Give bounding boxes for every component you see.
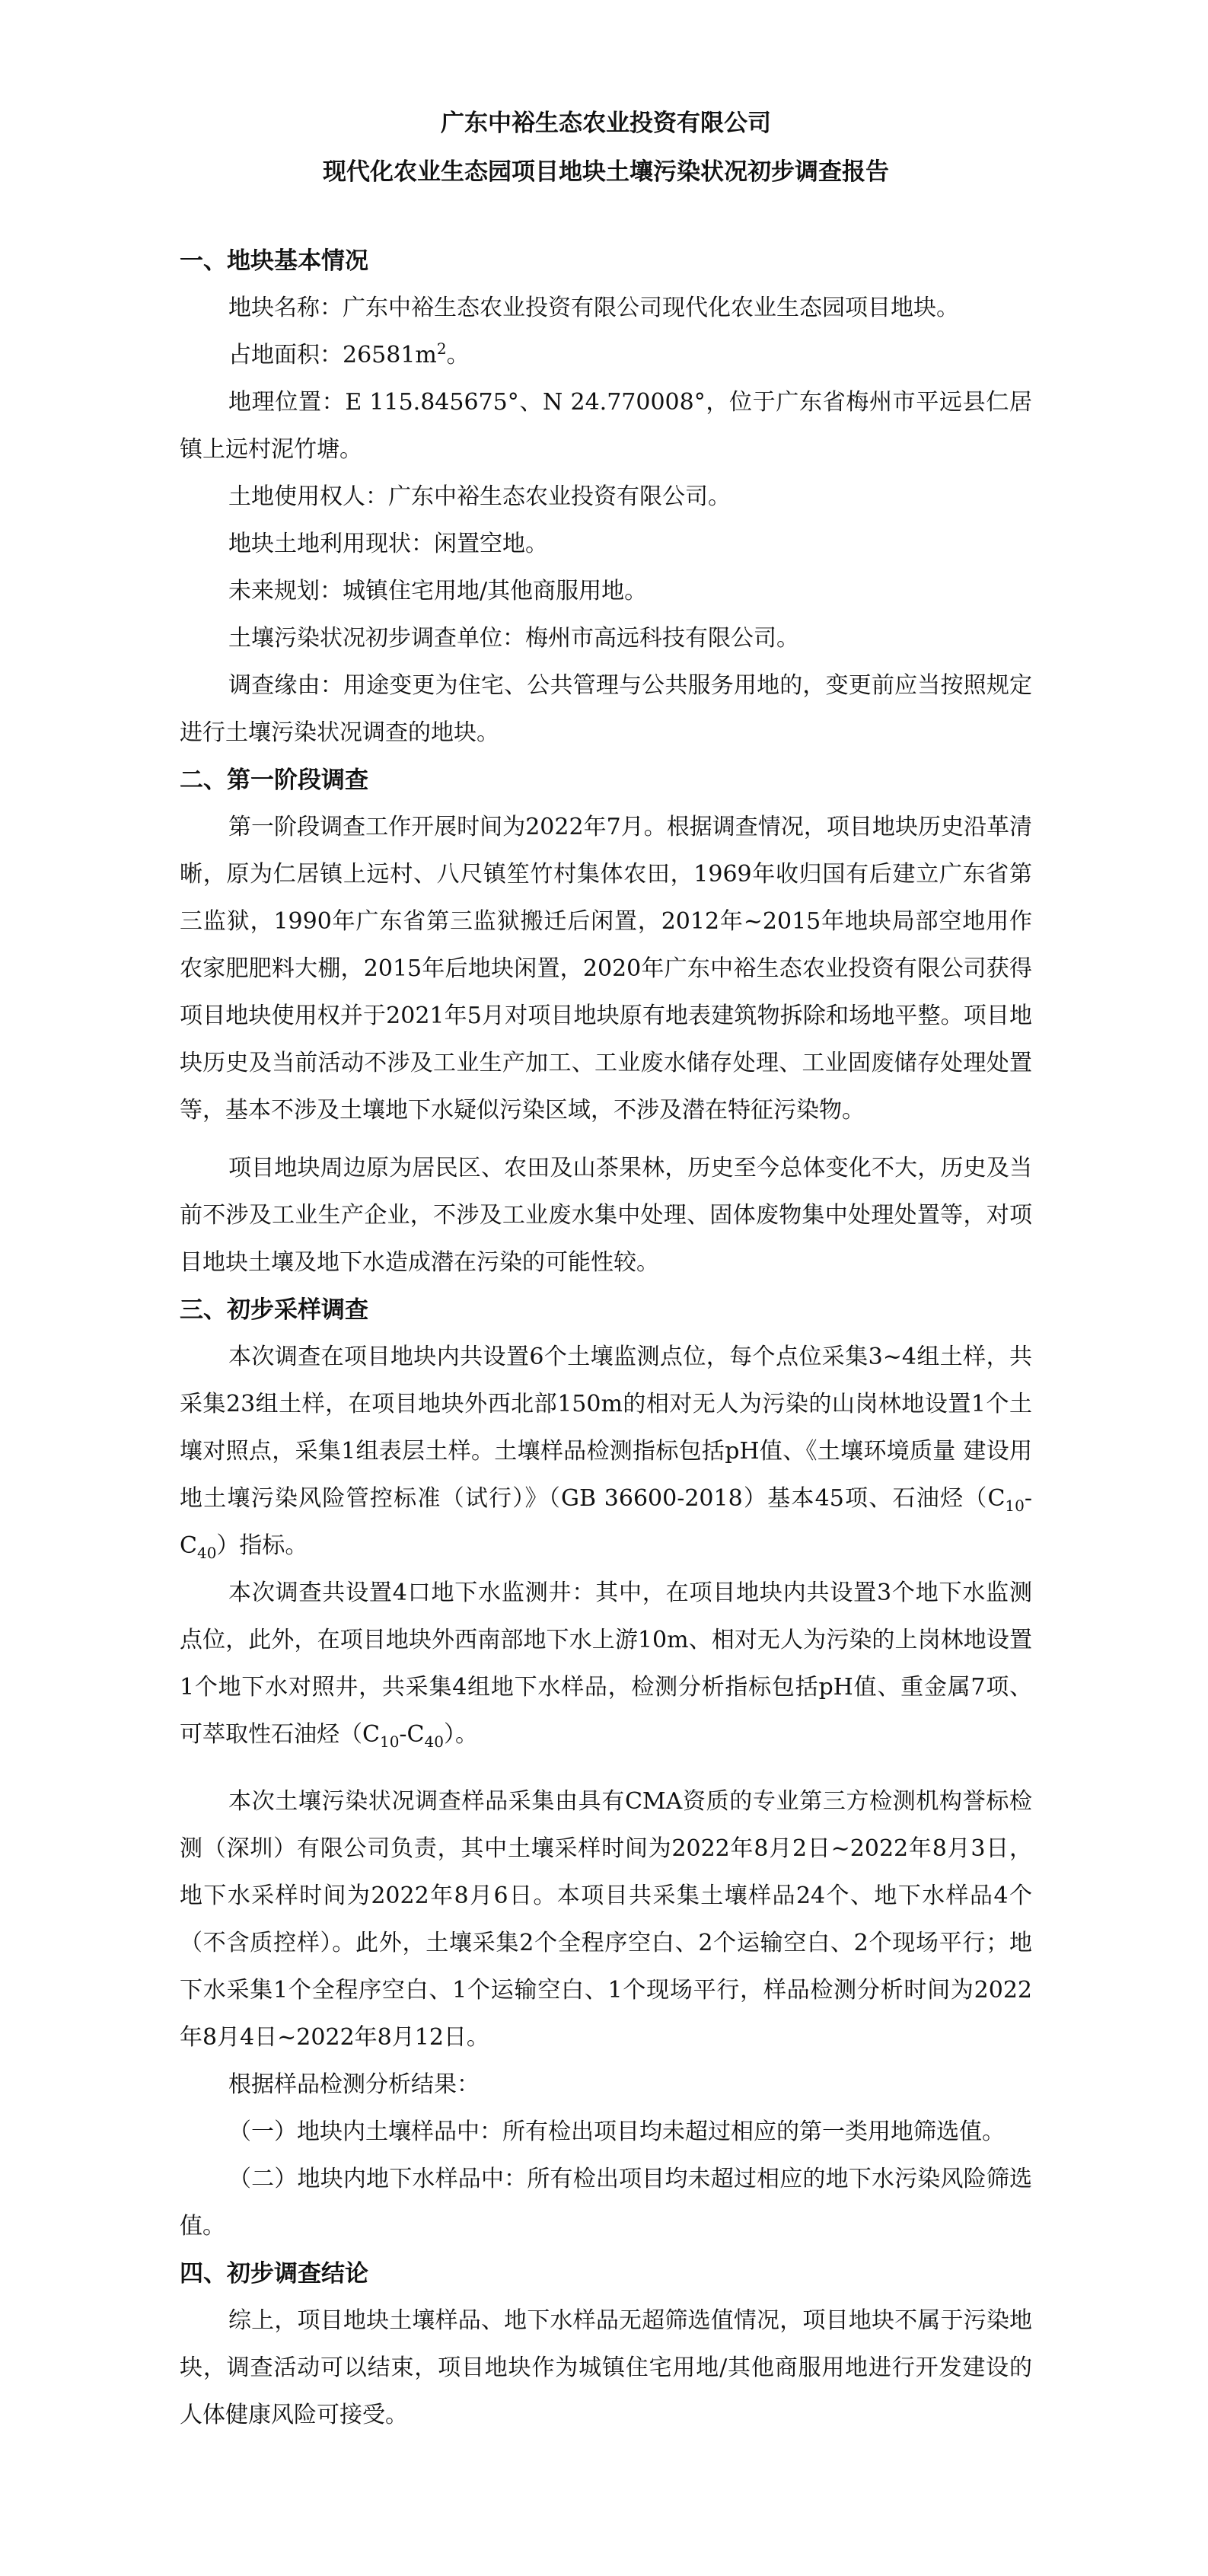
report-page (180, 107, 1032, 2439)
soil-sampling-paragraph (180, 1334, 1032, 1570)
future-plan-label: 未来规划： (228, 578, 343, 604)
survey-unit-paragraph (180, 615, 1032, 662)
current-use-label: 地块土地利用现状： (228, 531, 434, 557)
groundwater-sampling-dash: -C (399, 1721, 425, 1748)
analysis-results-intro: 根据样品检测分析结果： (228, 2071, 480, 2098)
site-location-paragraph (180, 379, 1032, 473)
site-name-paragraph (180, 285, 1032, 332)
site-area-unit-superscript: 2 (436, 340, 447, 358)
soil-sampling-end: ）指标。 (216, 1532, 308, 1559)
groundwater-sampling-text: 本次调查共设置4口地下水监测井：其中，在项目地块内共设置3个地下水监测点位，此外，在项目地块外西南部地下水上游10m、相对无人为污染的上岗林地设置1个地下水对照井，共采集4组地下水样品，检测分析指标包括pH值、重金属7项、可萃取性石油烃（C (180, 1580, 1032, 1748)
survey-reason-value: 用途变更为住宅、公共管理与公共服务用地的，变更前应当按照规定进行土壤污染状况调查的地块。 (180, 672, 1033, 746)
survey-unit-value: 梅州市高远科技有限公司。 (525, 625, 799, 652)
soil-sampling-text: 本次调查在项目地块内共设置6个土壤监测点位，每个点位采集3~4组土样，共采集23组土样，在项目地块外西北部150m的相对无人为污染的山岗林地设置1个土壤对照点，采集1组表层土样。土壤样品检测指标包括pH值、《土壤环境质量 建设用地土壤污染风险管控标准（试行）》（GB 36600-2018）基本45项、石油烃（C (180, 1344, 1032, 1512)
phase-one-history-paragraph: 第一阶段调查工作开展时间为2022年7月。根据调查情况，项目地块历史沿革清晰，原为仁居镇上远村、八尺镇笙竹村集体农田，1969年收归国有后建立广东省第三监狱，1990年广东省第三监狱搬迁后闲置，2012年~2015年地块局部空地用作农家肥肥料大棚，2015年后地块闲置，2020年广东中裕生态农业投资有限公司获得项目地块使用权并于2021年5月对项目地块原有地表建筑物拆除和场地平整。项目地块历史及当前活动不涉及工业生产加工、工业废水储存处理、工业固废储存处理处置等，基本不涉及土壤地下水疑似污染区域，不涉及潜在特征污染物。 (180, 814, 1032, 1124)
site-area-end: 。 (446, 342, 470, 368)
groundwater-results-paragraph: （二）地块内地下水样品中：所有检出项目均未超过相应的地下水污染风险筛选值。 (180, 2166, 1032, 2240)
site-name-label: 地块名称： (228, 295, 343, 321)
future-plan-value: 城镇住宅用地/其他商服用地。 (343, 578, 648, 604)
sample-collection-paragraph: 本次土壤污染状况调查样品采集由具有CMA资质的专业第三方检测机构誉标检测（深圳）有限公司负责，其中土壤采样时间为2022年8月2日~2022年8月3日，地下水采样时间为2022年8月6日。本项目共采集土壤样品24个、地下水样品4个（不含质控样）。此外，土壤采集2个全程序空白、2个运输空白、2个现场平行；地下水采集1个全程序空白、1个运输空白、1个现场平行，样品检测分析时间为2022年8月4日~2022年8月12日。 (180, 1788, 1032, 2051)
groundwater-c40-subscript: 40 (424, 1733, 444, 1751)
land-owner-paragraph (180, 473, 1032, 521)
site-area-label: 占地面积： (228, 342, 343, 368)
section-heading-conclusion: 四、初步调查结论 (180, 2260, 368, 2287)
report-title-subject: 现代化农业生态园项目地块土壤污染状况初步调查报告 (323, 158, 889, 186)
future-plan-paragraph (180, 568, 1032, 615)
soil-results-paragraph: （一）地块内土壤样品中：所有检出项目均未超过相应的第一类用地筛选值。 (228, 2119, 1005, 2145)
site-location-label: 地理位置： (228, 389, 346, 416)
survey-reason-label: 调查缘由： (228, 672, 343, 699)
conclusion-paragraph: 综上，项目地块土壤样品、地下水样品无超筛选值情况，项目地块不属于污染地块，调查活动可以结束，项目地块作为城镇住宅用地/其他商服用地进行开发建设的人体健康风险可接受。 (180, 2307, 1032, 2428)
site-location-value: E 115.845675°、N 24.770008°，位于广东省梅州市平远县仁居镇上远村泥竹塘。 (180, 389, 1032, 463)
phase-one-surroundings-paragraph: 项目地块周边原为居民区、农田及山茶果林，历史至今总体变化不大，历史及当前不涉及工业生产企业，不涉及工业废水集中处理、固体废物集中处理处置等，对项目地块土壤及地下水造成潜在污染的可能性较。 (180, 1155, 1032, 1276)
groundwater-sampling-paragraph (180, 1570, 1032, 1758)
section-heading-basic-info: 一、地块基本情况 (180, 247, 368, 275)
site-area-paragraph (180, 332, 1032, 379)
section-heading-sampling: 三、初步采样调查 (180, 1296, 368, 1324)
groundwater-c10-subscript: 10 (379, 1733, 400, 1751)
soil-sampling-dash: -C (180, 1485, 1032, 1559)
section-heading-phase-one: 二、第一阶段调查 (180, 767, 368, 794)
soil-c40-subscript: 40 (196, 1544, 217, 1562)
land-owner-label: 土地使用权人： (228, 483, 388, 510)
survey-unit-label: 土壤污染状况初步调查单位： (228, 625, 525, 652)
land-owner-value: 广东中裕生态农业投资有限公司。 (388, 483, 731, 510)
soil-c10-subscript: 10 (1005, 1497, 1025, 1515)
site-area-value: 26581m (343, 342, 437, 368)
groundwater-sampling-end: ）。 (443, 1721, 478, 1748)
current-use-paragraph (180, 521, 1032, 568)
current-use-value: 闲置空地。 (434, 531, 548, 557)
site-name-value: 广东中裕生态农业投资有限公司现代化农业生态园项目地块。 (343, 295, 959, 321)
report-title-company: 广东中裕生态农业投资有限公司 (441, 110, 771, 137)
survey-reason-paragraph (180, 662, 1032, 757)
